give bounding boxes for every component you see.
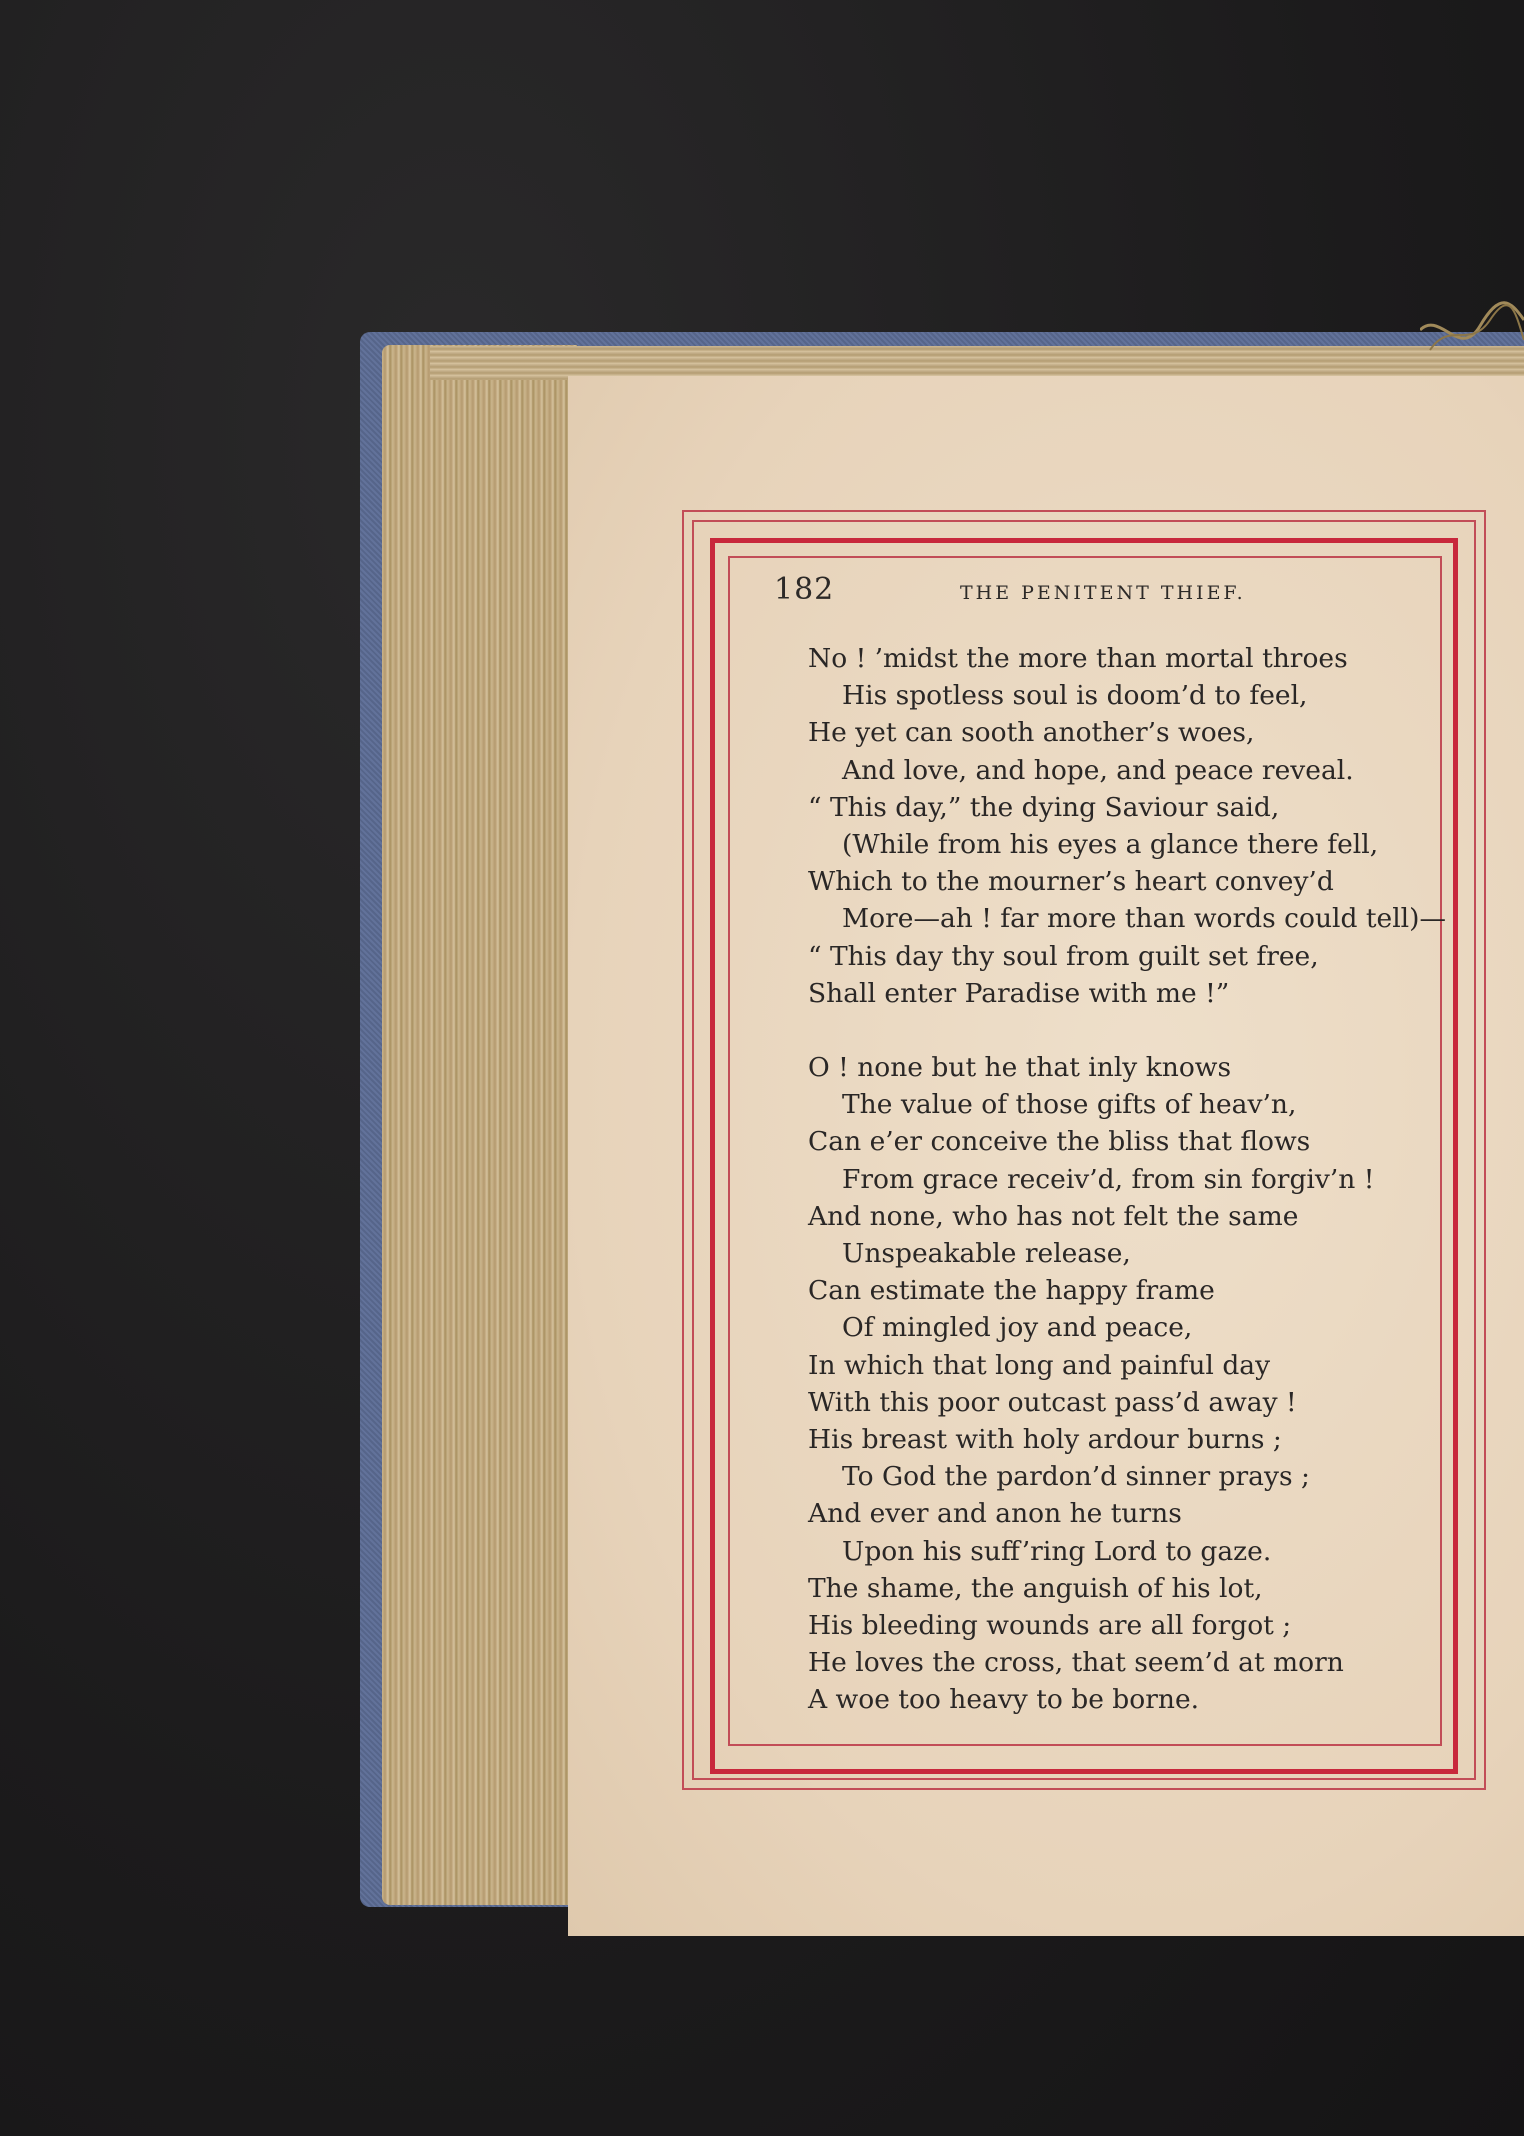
poem-line: His bleeding wounds are all forgot ; — [808, 1609, 1292, 1641]
poem-line: Can estimate the happy frame — [808, 1275, 1215, 1307]
poem-line: Of mingled joy and peace, — [842, 1312, 1193, 1344]
poem-line: The value of those gifts of heav’n, — [842, 1089, 1297, 1121]
poem-line: A woe too heavy to be borne. — [808, 1684, 1200, 1716]
poem-line: Upon his suff’ring Lord to gaze. — [842, 1535, 1272, 1567]
poem-line: Which to the mourner’s heart convey’d — [808, 866, 1334, 898]
poem-line: And love, and hope, and peace reveal. — [842, 754, 1354, 786]
poem-line: His spotless soul is doom’d to feel, — [842, 680, 1308, 712]
binding-thread — [1420, 290, 1524, 370]
poem-line: And none, who has not felt the same — [808, 1200, 1299, 1232]
poem-line: To God the pardon’d sinner prays ; — [842, 1461, 1310, 1493]
poem-line: (While from his eyes a glance there fell, — [842, 828, 1379, 860]
poem-line: “ This day thy soul from guilt set free, — [808, 940, 1319, 972]
page-block-edges — [382, 345, 577, 1905]
stanza-break — [808, 1012, 1448, 1049]
poem-line: He yet can sooth another’s woes, — [808, 717, 1255, 749]
running-head: THE PENITENT THIEF. — [960, 582, 1246, 604]
page-number: 182 — [774, 572, 835, 607]
poem-line: More—ah ! far more than words could tell)— — [842, 903, 1447, 935]
poem-line: Shall enter Paradise with me !” — [808, 977, 1230, 1009]
poem-line: His breast with holy ardour burns ; — [808, 1423, 1282, 1455]
poem-line: He loves the cross, that seem’d at morn — [808, 1647, 1344, 1679]
poem-line: And ever and anon he turns — [808, 1498, 1182, 1530]
page-top-edges — [430, 346, 1524, 380]
poem-line: “ This day,” the dying Saviour said, — [808, 791, 1280, 823]
poem-line: With this poor outcast pass’d away ! — [808, 1386, 1297, 1418]
poem-line: O ! none but he that inly knows — [808, 1052, 1232, 1084]
poem-line: Unspeakable release, — [842, 1238, 1131, 1269]
poem-line: No ! ’midst the more than mortal throes — [808, 643, 1348, 674]
poem-text — [808, 640, 1448, 1718]
poem-line: In which that long and painful day — [808, 1349, 1271, 1381]
poem-line: Can e’er conceive the bliss that flows — [808, 1126, 1311, 1158]
poem-line: The shame, the anguish of his lot, — [808, 1572, 1263, 1604]
poem-line: From grace receiv’d, from sin forgiv’n ! — [842, 1163, 1375, 1195]
